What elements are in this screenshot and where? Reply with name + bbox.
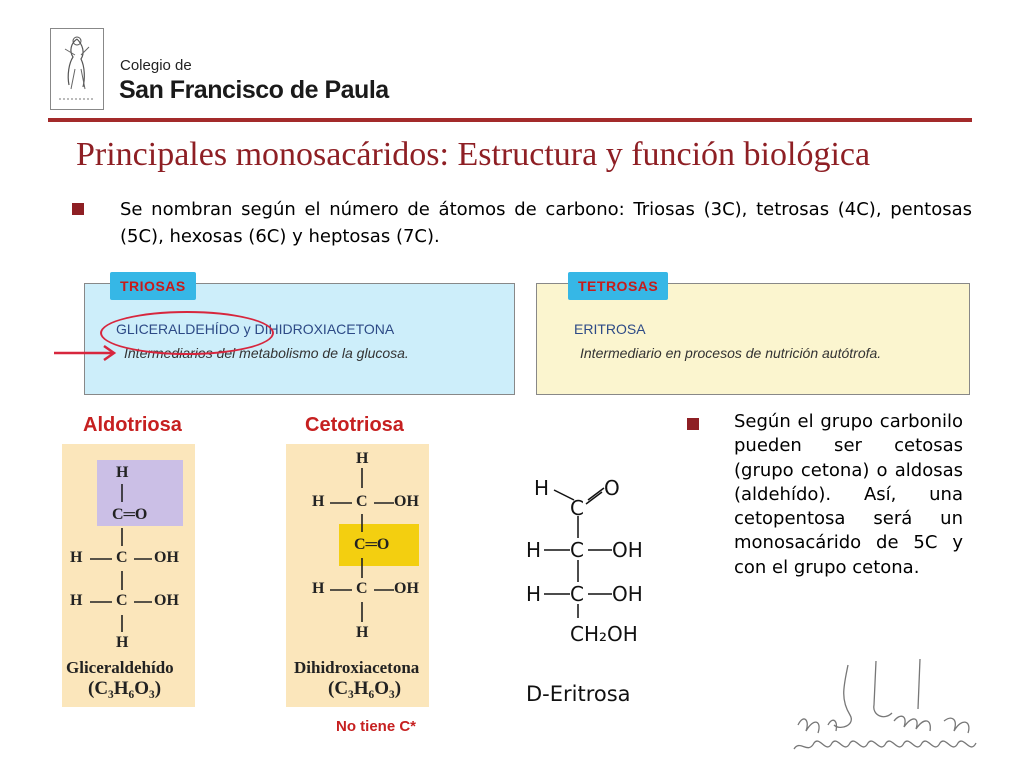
atom-oh: OH: [394, 493, 419, 510]
decorative-scribble-icon: [780, 655, 990, 760]
tetrosas-note: Intermediario en procesos de nutrición autótrofa.: [580, 345, 882, 361]
carbonyl-group: C═O: [112, 506, 148, 523]
triosas-tag: TRIOSAS: [110, 272, 196, 300]
aldotriosa-label: Aldotriosa: [83, 414, 182, 436]
eritrosa-atom-c: C: [570, 496, 584, 520]
carbonyl-explanation: Según el grupo carbonilo pueden ser cetosas (grupo cetona) o aldosas (aldehído). Así, una cetopentosa será un monosacárido de 5C y con el grupo cetona.: [734, 411, 963, 578]
tetrosas-tag: TETROSAS: [568, 272, 668, 300]
atom-h-left: H: [70, 592, 83, 609]
eritrosa-atom-o: O: [604, 476, 620, 500]
no-chiral-note: No tiene C*: [336, 718, 417, 735]
atom-h-bottom: H: [116, 634, 129, 651]
atom-h-top: H: [116, 464, 129, 481]
atom-h-top: H: [356, 450, 369, 467]
atom-c: C: [116, 592, 128, 609]
carbonyl-group: C═O: [354, 536, 390, 553]
highlight-oval: [100, 311, 274, 355]
bullet-icon: [72, 203, 84, 215]
logo-text-big: San Francisco de Paula: [119, 76, 389, 104]
aldotriosa-name: Gliceraldehído: [66, 658, 174, 677]
aldotriosa-card: [62, 444, 195, 707]
eritrosa-atom-ch2oh: CH₂OH: [570, 622, 638, 646]
atom-h-bottom: H: [356, 624, 369, 641]
cetotriosa-formula: (C₃H₆O₃): [328, 678, 402, 699]
cetotriosa-card: [286, 444, 429, 707]
slide-title: Principales monosacáridos: Estructura y función biológica: [76, 136, 871, 173]
title-divider: [48, 118, 972, 122]
eritrosa-atom-h: H: [526, 582, 542, 606]
eritrosa-atom-c: C: [570, 538, 584, 562]
eritrosa-atom-oh: OH: [612, 538, 643, 562]
atom-c: C: [356, 493, 368, 510]
bullet-icon: [687, 418, 699, 430]
atom-c: C: [356, 580, 368, 597]
tetrosas-heading: ERITROSA: [574, 321, 646, 337]
atom-h-left: H: [70, 549, 83, 566]
triosas-note: Intermediarios del metabolismo de la glucosa.: [124, 345, 409, 361]
cetotriosa-label: Cetotriosa: [305, 414, 404, 436]
intro-text: Se nombran según el número de átomos de carbono: Triosas (3C), tetrosas (4C), pentosas (5C), hexosas (6C) y heptosas (7C).: [120, 199, 972, 247]
atom-c: C: [116, 549, 128, 566]
atom-oh: OH: [394, 580, 419, 597]
eritrosa-name: D-Eritrosa: [526, 682, 631, 706]
eritrosa-atom-c: C: [570, 582, 584, 606]
logo-text-small: Colegio de: [120, 57, 192, 74]
aldotriosa-formula: (C₃H₆O₃): [88, 678, 162, 699]
eritrosa-atom-h: H: [534, 476, 550, 500]
atom-h-left: H: [312, 580, 325, 597]
atom-h-left: H: [312, 493, 325, 510]
eritrosa-atom-h: H: [526, 538, 542, 562]
atom-oh: OH: [154, 592, 179, 609]
atom-oh: OH: [154, 549, 179, 566]
red-arrow-icon: [52, 343, 118, 363]
cetotriosa-name: Dihidroxiacetona: [294, 658, 420, 677]
eritrosa-atom-oh: OH: [612, 582, 643, 606]
triosas-heading: GLICERALDEHÍDO y DIHIDROXIACETONA: [116, 321, 395, 337]
school-logo-icon: [50, 28, 104, 110]
